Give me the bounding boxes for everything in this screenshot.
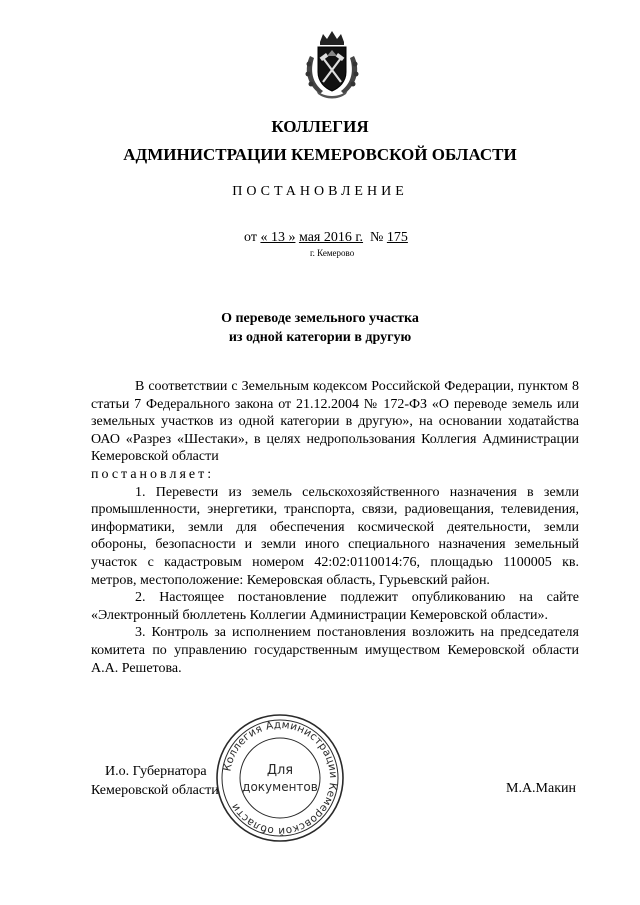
item-2-paragraph: 2. Настоящее постановление подлежит опубликованию на сайте «Электронный бюллетень Коллегии Администрации Кемеровской области». <box>91 590 579 623</box>
signatory-position <box>91 762 219 800</box>
coat-of-arms-icon <box>296 28 368 100</box>
document-body <box>91 378 579 677</box>
title-line2: из одной категории в другую <box>228 330 412 345</box>
org-name-line1: КОЛЛЕГИЯ <box>271 117 369 136</box>
title-line1: О переводе земельного участка <box>221 311 419 326</box>
date-line <box>244 230 408 246</box>
date-day: « 13 » <box>260 230 296 245</box>
seal-center-line2: документов <box>242 780 318 794</box>
document-type: ПОСТАНОВЛЕНИЕ <box>232 184 408 199</box>
signatory-name: М.А.Макин <box>506 781 577 796</box>
document-title <box>0 309 640 347</box>
document-number: 175 <box>386 230 408 245</box>
position-line2: Кемеровской области <box>91 783 219 798</box>
preamble-paragraph: В соответствии с Земельным кодексом Российской Федерации, пунктом 8 статьи 7 Федерального закона от 21.12.2004 № 172-ФЗ «О переводе земель или земельных участков из одной категории в другую», на основании ходатайства ОАО «Разрез «Шестаки», в целях недропользования Коллегия Администрации Кемеровской области <box>91 379 579 465</box>
number-label: № <box>370 230 384 245</box>
official-seal-stamp <box>214 712 346 844</box>
city: г. Кемерово <box>310 248 355 258</box>
seal-ring-text: Коллегия Администрации Кемеровской области <box>221 718 340 838</box>
seal-center-line1: Для <box>266 763 294 778</box>
date-month-year: мая 2016 г. <box>298 230 364 245</box>
resolves-word: постановляет: <box>91 466 215 482</box>
item-1-paragraph: 1. Перевести из земель сельскохозяйственного назначения в земли промышленности, энергетики, транспорта, связи, радиовещания, телевидения, информатики, земли для обеспечения космической деятельности, земли обороны, безопасности и земли иного специального назначения земельный участок с кадастровым номером 42:02:0110014:76, площадью 1100005 кв. метров, местоположение: Кемеровская область, Гурьевский район. <box>91 484 579 588</box>
date-prefix: от <box>244 230 257 245</box>
item-3-paragraph: 3. Контроль за исполнением постановления возложить на председателя комитета по управлению государственным имуществом Кемеровской области А.А. Решетова. <box>91 625 579 676</box>
position-line1: И.о. Губернатора <box>105 764 207 779</box>
org-name-line2: АДМИНИСТРАЦИИ КЕМЕРОВСКОЙ ОБЛАСТИ <box>123 145 517 164</box>
